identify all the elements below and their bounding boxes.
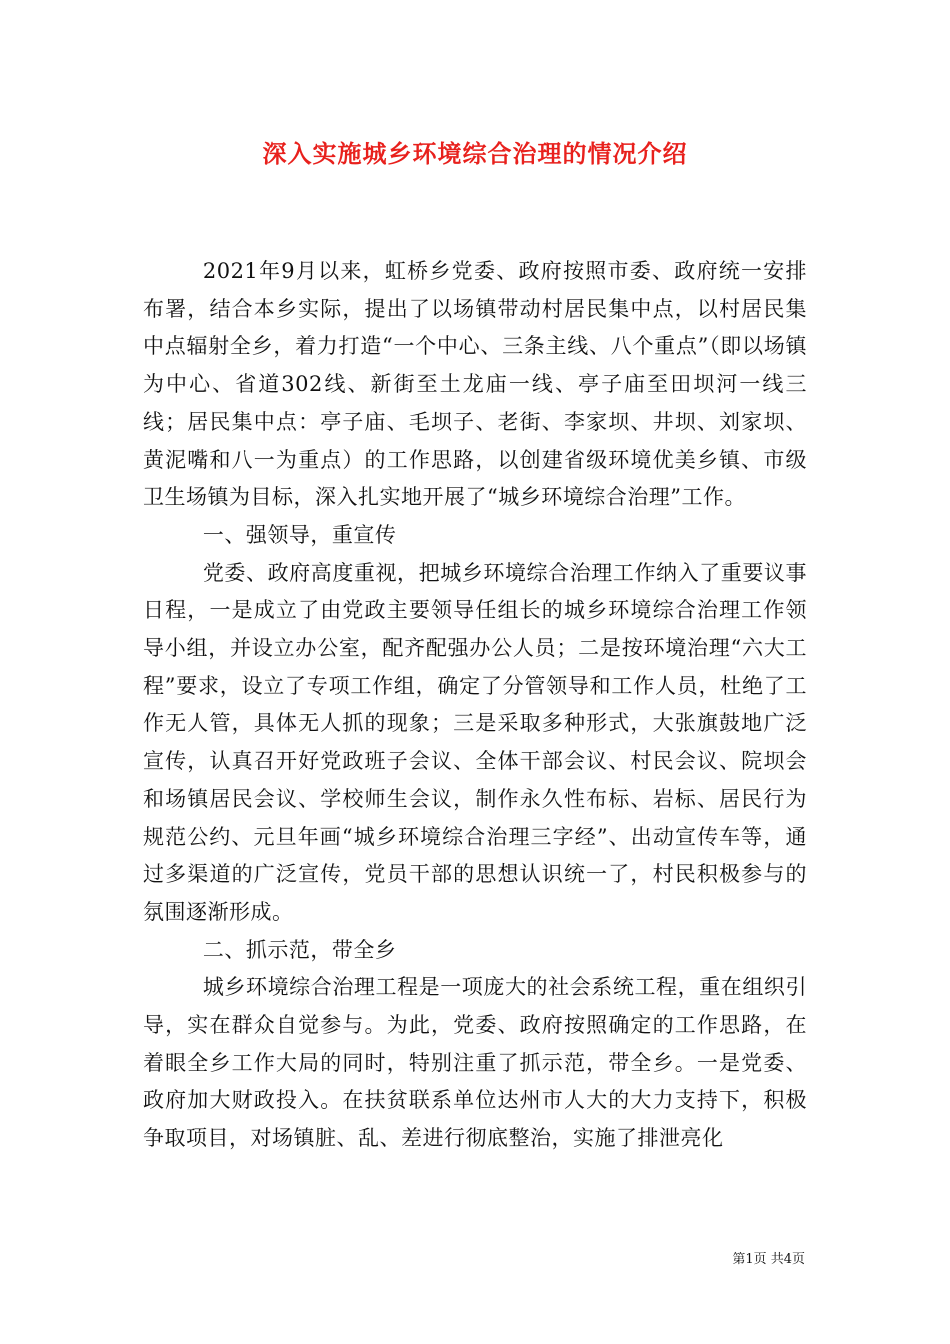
page-number-footer: 第1页 共4页 <box>732 1252 805 1267</box>
section-heading-1: 一、强领导，重宣传 <box>202 522 397 547</box>
intro-paragraph: 2021年9月以来，虹桥乡党委、政府按照市委、政府统一安排布署，结合本乡实际，提出了以场镇带动村居民集中点，以村居民集中点辐射全乡，着力打造“一个中心、三条主线、八个重点”（即以场镇为中心、省道302线、新街至土龙庙一线、亭子庙至田坝河一线三线；居民集中点：亭子庙、毛坝子、老街、李家坝、井坝、刘家坝、黄泥嘴和八一为重点）的工作思路，以创建省级环境优美乡镇、市级卫生场镇为目标，深入扎实地开展了“城乡环境综合治理”工作。 <box>143 259 807 510</box>
section-2-paragraph: 城乡环境综合治理工程是一项庞大的社会系统工程，重在组织引导，实在群众自觉参与。为此，党委、政府按照确定的工作思路，在着眼全乡工作大局的同时，特别注重了抓示范，带全乡。一是党委、政府加大财政投入。在扶贫联系单位达州市人大的大力支持下，积极争取项目，对场镇脏、乱、差进行彻底整治，实施了排泄亮化 <box>143 975 807 1151</box>
section-heading-2: 二、抓示范，带全乡 <box>202 937 397 962</box>
section-1-paragraph: 党委、政府高度重视，把城乡环境综合治理工作纳入了重要议事日程，一是成立了由党政主要领导任组长的城乡环境综合治理工作领导小组，并设立办公室，配齐配强办公人员；二是按环境治理“六大工程”要求，设立了专项工作组，确定了分管领导和工作人员，杜绝了工作无人管，具体无人抓的现象；三是采取多种形式，大张旗鼓地广泛宣传，认真召开好党政班子会议、全体干部会议、村民会议、院坝会和场镇居民会议、学校师生会议，制作永久性布标、岩标、居民行为规范公约、元旦年画“城乡环境综合治理三字经”、出动宣传车等，通过多渠道的广泛宣传，党员干部的思想认识统一了，村民积极参与的氛围逐渐形成。 <box>143 560 807 924</box>
document-body <box>143 253 807 1158</box>
page-title: 深入实施城乡环境综合治理的情况介绍 <box>262 139 688 168</box>
